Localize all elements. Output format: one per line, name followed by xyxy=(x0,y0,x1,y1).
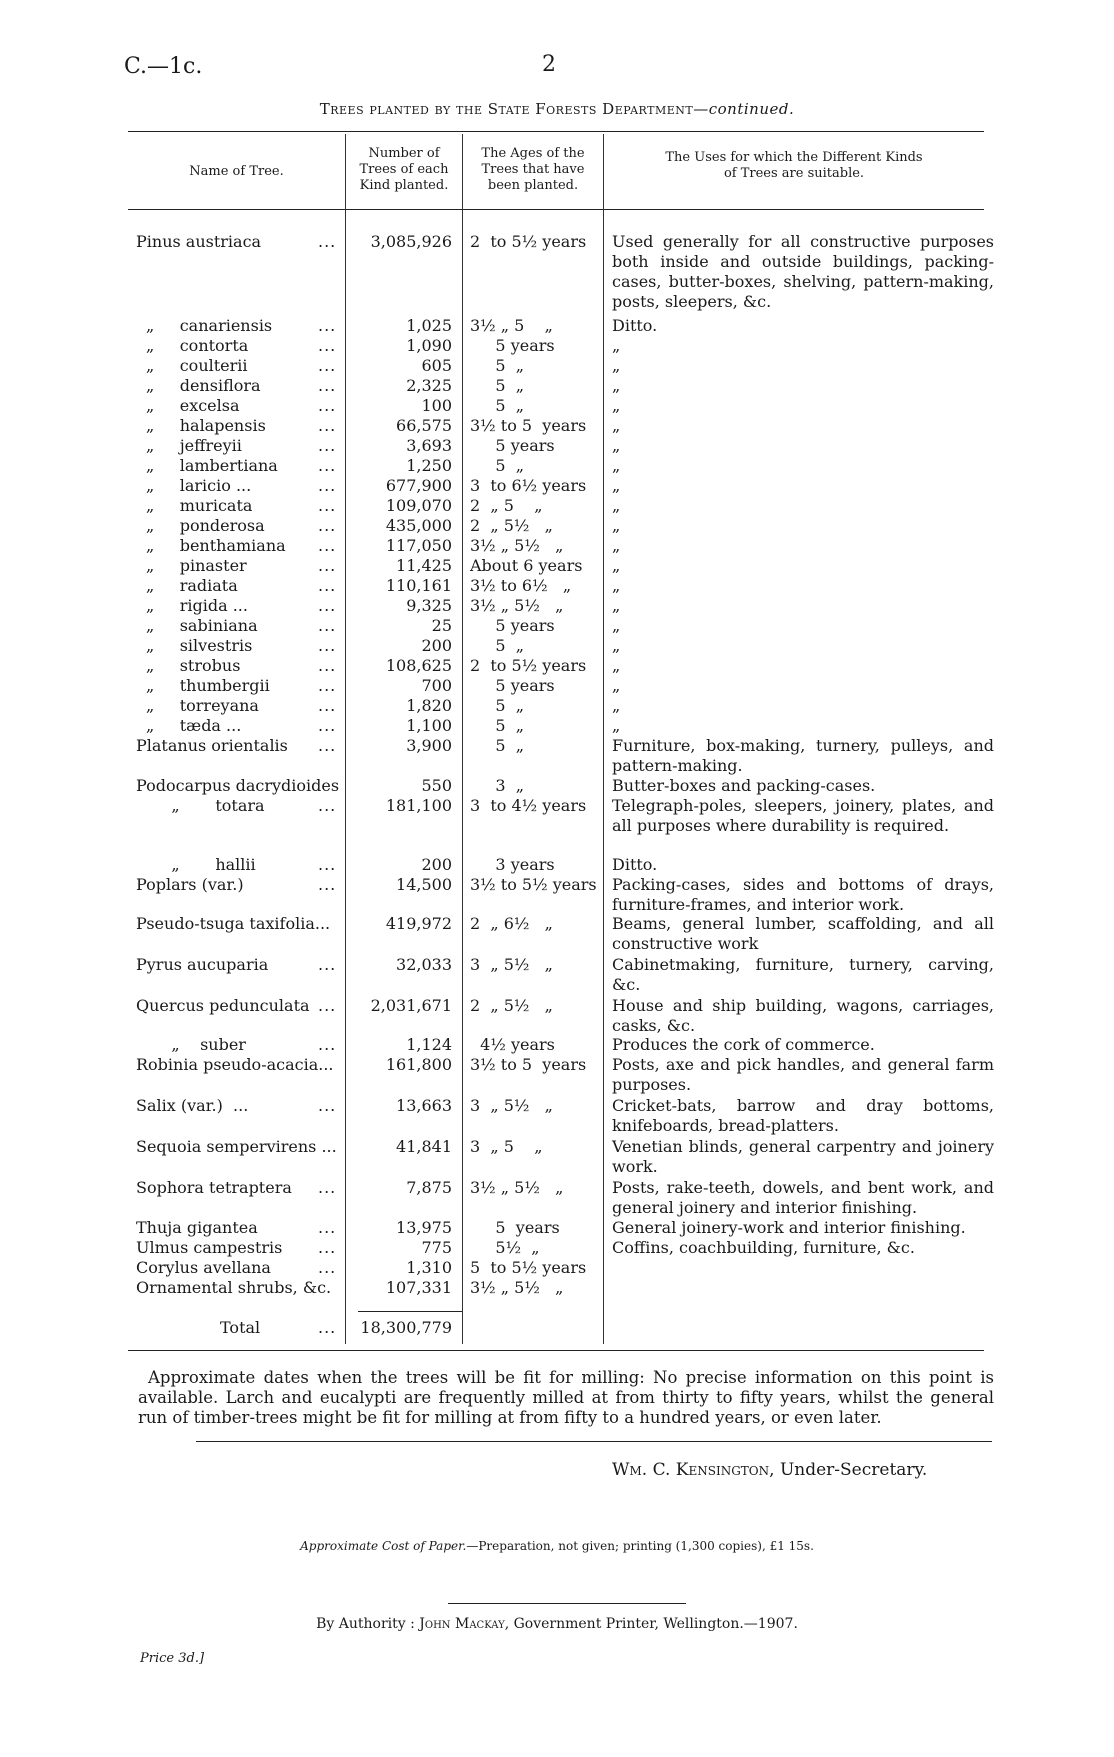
tree-use: „ xyxy=(612,456,621,475)
tree-age: 3½ to 6½ „ xyxy=(470,576,572,595)
tree-name: „ benthamiana xyxy=(146,536,286,555)
tree-name: Pseudo-tsuga taxifolia... xyxy=(136,914,331,933)
tree-age: 4½ years xyxy=(470,1035,555,1054)
tree-age: 5 years xyxy=(470,676,555,695)
tree-count: 1,820 xyxy=(406,696,452,715)
tree-count: 1,025 xyxy=(406,316,452,335)
tree-name: „ coulterii xyxy=(146,356,248,375)
tree-use: „ xyxy=(612,716,621,735)
tree-age: 3½ to 5 years xyxy=(470,416,587,435)
tree-count: 117,050 xyxy=(385,536,452,555)
tree-count: 13,975 xyxy=(396,1218,452,1237)
tree-name: „ thumbergii xyxy=(146,676,270,695)
note-bottom-rule xyxy=(196,1441,992,1442)
column-header-uses xyxy=(604,150,984,182)
column-header-ages-line2: Trees that have xyxy=(481,162,585,177)
printer-authority xyxy=(0,1616,1114,1632)
tree-count: 13,663 xyxy=(396,1096,452,1115)
tree-use: „ xyxy=(612,696,621,715)
tree-use: Cricket-bats, barrow and dray bottoms, knifeboards, bread-platters. xyxy=(612,1096,994,1135)
tree-count: 435,000 xyxy=(385,516,452,535)
tree-use: „ xyxy=(612,336,621,355)
tree-count: 66,575 xyxy=(396,416,452,435)
total-dots: ... xyxy=(318,1318,337,1337)
leader-dots: ... xyxy=(318,376,337,395)
leader-dots: ... xyxy=(318,1218,337,1237)
tree-age: 5 „ xyxy=(470,716,525,735)
tree-use: „ xyxy=(612,436,621,455)
tree-name: „ radiata xyxy=(146,576,238,595)
tree-age: 5 years xyxy=(470,436,555,455)
tree-age: 5 „ xyxy=(470,696,525,715)
table-header-rule xyxy=(128,209,984,210)
column-header-ages-line1: The Ages of the xyxy=(481,146,585,161)
leader-dots: ... xyxy=(318,232,337,251)
tree-use: „ xyxy=(612,516,621,535)
tree-use: „ xyxy=(612,636,621,655)
tree-name: „ suber xyxy=(146,1035,246,1054)
tree-use: „ xyxy=(612,416,621,435)
tree-count: 108,625 xyxy=(385,656,452,675)
tree-count: 2,031,671 xyxy=(370,996,452,1015)
column-header-uses-line2: of Trees are suitable. xyxy=(723,166,865,181)
tree-use: „ xyxy=(612,376,621,395)
tree-count: 11,425 xyxy=(396,556,452,575)
tree-age: 5 years xyxy=(470,1218,560,1237)
tree-count: 1,090 xyxy=(406,336,452,355)
column-header-name-text: Name of Tree. xyxy=(189,164,284,179)
tree-name: „ canariensis xyxy=(146,316,273,335)
tree-use: „ xyxy=(612,576,621,595)
column-header-number-line3: Kind planted. xyxy=(359,178,449,193)
tree-use: Posts, axe and pick handles, and general farm purposes. xyxy=(612,1055,994,1094)
column-header-ages-line3: been planted. xyxy=(487,178,579,193)
tree-name: „ sabiniana xyxy=(146,616,258,635)
tree-count: 605 xyxy=(421,356,452,375)
tree-age: 5 „ xyxy=(470,736,525,755)
tree-age: 5 „ xyxy=(470,636,525,655)
leader-dots: ... xyxy=(318,696,337,715)
tree-count: 700 xyxy=(421,676,452,695)
leader-dots: ... xyxy=(318,416,337,435)
tree-age: 3½ to 5½ years xyxy=(470,875,597,894)
leader-dots: ... xyxy=(318,1258,337,1277)
tree-count: 25 xyxy=(431,616,452,635)
tree-age: 2 „ 6½ „ xyxy=(470,914,553,933)
tree-count: 9,325 xyxy=(406,596,452,615)
price: Price 3d.] xyxy=(140,1651,205,1666)
tree-name: „ lambertiana xyxy=(146,456,278,475)
tree-name: „ ponderosa xyxy=(146,516,265,535)
cost-text: —Preparation, not given; printing (1,300 copies), £1 15s. xyxy=(466,1539,814,1553)
table-title-continued: —continued. xyxy=(693,100,795,118)
tree-count: 7,875 xyxy=(406,1178,452,1197)
leader-dots: ... xyxy=(318,316,337,335)
leader-dots: ... xyxy=(318,855,337,874)
leader-dots: ... xyxy=(318,336,337,355)
tree-name: Sequoia sempervirens ... xyxy=(136,1137,337,1156)
leader-dots: ... xyxy=(318,656,337,675)
leader-dots: ... xyxy=(318,616,337,635)
cost-label: Approximate Cost of Paper. xyxy=(300,1539,467,1553)
tree-age: 5 „ xyxy=(470,456,525,475)
tree-age: 2 to 5½ years xyxy=(470,656,587,675)
tree-use: „ xyxy=(612,356,621,375)
tree-name: „ halapensis xyxy=(146,416,266,435)
column-header-number xyxy=(346,146,462,194)
tree-age: 2 „ 5½ „ xyxy=(470,516,553,535)
tree-age: 3½ to 5 years xyxy=(470,1055,587,1074)
tree-count: 677,900 xyxy=(385,476,452,495)
tree-name: „ densiflora xyxy=(146,376,261,395)
tree-use: „ xyxy=(612,656,621,675)
tree-use: Butter-boxes and packing-cases. xyxy=(612,776,876,795)
leader-dots: ... xyxy=(318,476,337,495)
leader-dots: ... xyxy=(318,1035,337,1054)
tree-age: 2 to 5½ years xyxy=(470,232,587,251)
signature xyxy=(612,1460,927,1480)
tree-count: 1,310 xyxy=(406,1258,452,1277)
tree-use: Furniture, box-making, turnery, pulleys, and pattern-making. xyxy=(612,736,994,775)
tree-count: 161,800 xyxy=(385,1055,452,1074)
tree-name: Sophora tetraptera xyxy=(136,1178,292,1197)
tree-name: Pinus austriaca xyxy=(136,232,262,251)
tree-age: 3½ „ 5½ „ xyxy=(470,596,564,615)
tree-use: „ xyxy=(612,676,621,695)
column-divider-1 xyxy=(345,134,346,1344)
tree-use: Coffins, coachbuilding, furniture, &c. xyxy=(612,1238,915,1257)
tree-count: 14,500 xyxy=(396,875,452,894)
tree-age: 3½ „ 5½ „ xyxy=(470,1178,564,1197)
authority-prefix: By Authority : xyxy=(316,1616,420,1632)
tree-age: 3 to 6½ years xyxy=(470,476,587,495)
tree-count: 110,161 xyxy=(385,576,452,595)
cost-of-paper xyxy=(0,1539,1114,1553)
tree-count: 100 xyxy=(421,396,452,415)
tree-age: 5 „ xyxy=(470,376,525,395)
tree-name: Robinia pseudo-acacia... xyxy=(136,1055,334,1074)
tree-age: 3½ „ 5 „ xyxy=(470,316,553,335)
tree-use: Used generally for all constructive purposes both inside and outside buildings, packing-cases, butter-boxes, shelving, pattern-making, posts, sleepers, &c. xyxy=(612,232,994,311)
tree-name: „ hallii xyxy=(146,855,256,874)
tree-name: „ totara xyxy=(146,796,265,815)
tree-name: „ silvestris xyxy=(146,636,253,655)
tree-count: 32,033 xyxy=(396,955,452,974)
total-top-rule xyxy=(358,1311,462,1312)
signature-title: , Under-Secretary. xyxy=(769,1460,928,1480)
tree-count: 1,250 xyxy=(406,456,452,475)
tree-name: Salix (var.) ... xyxy=(136,1096,249,1115)
tree-name: Pyrus aucuparia xyxy=(136,955,269,974)
tree-use: „ xyxy=(612,556,621,575)
column-header-ages xyxy=(463,146,603,194)
tree-age: 5 years xyxy=(470,336,555,355)
tree-count: 200 xyxy=(421,636,452,655)
tree-count: 419,972 xyxy=(385,914,452,933)
tree-use: „ xyxy=(612,596,621,615)
leader-dots: ... xyxy=(318,676,337,695)
tree-use: Ditto. xyxy=(612,855,658,874)
document-reference: C.—1c. xyxy=(124,54,203,79)
leader-dots: ... xyxy=(318,536,337,555)
leader-dots: ... xyxy=(318,1178,337,1197)
leader-dots: ... xyxy=(318,576,337,595)
leader-dots: ... xyxy=(318,796,337,815)
tree-use: Posts, rake-teeth, dowels, and bent work, and general joinery and interior finishing. xyxy=(612,1178,994,1217)
tree-count: 1,100 xyxy=(406,716,452,735)
leader-dots: ... xyxy=(318,356,337,375)
total-count: 18,300,779 xyxy=(360,1318,452,1337)
tree-use: Ditto. xyxy=(612,316,658,335)
tree-count: 41,841 xyxy=(396,1137,452,1156)
tree-name: „ torreyana xyxy=(146,696,259,715)
tree-age: 3 „ 5½ „ xyxy=(470,955,553,974)
tree-count: 3,900 xyxy=(406,736,452,755)
tree-name: „ rigida ... xyxy=(146,596,248,615)
leader-dots: ... xyxy=(318,716,337,735)
tree-use: Packing-cases, sides and bottoms of drays, furniture-frames, and interior work. xyxy=(612,875,994,914)
signature-name: Wm. C. Kensington xyxy=(612,1460,770,1480)
tree-age: 3 years xyxy=(470,855,555,874)
tree-age: 5 to 5½ years xyxy=(470,1258,587,1277)
milling-note: Approximate dates when the trees will be fit for milling: No precise information on this point is available. Larch and eucalypti are frequently milled at from thirty to fifty years, whilst the general run of timber-trees might be fit for milling at from fifty to a hundred years, or even later. xyxy=(138,1368,994,1427)
tree-name: „ muricata xyxy=(146,496,253,515)
column-header-uses-line1: The Uses for which the Different Kinds xyxy=(665,150,923,165)
leader-dots: ... xyxy=(318,496,337,515)
tree-name: Corylus avellana xyxy=(136,1258,271,1277)
leader-dots: ... xyxy=(318,436,337,455)
tree-use: „ xyxy=(612,396,621,415)
tree-name: „ strobus xyxy=(146,656,241,675)
tree-age: 2 „ 5 „ xyxy=(470,496,543,515)
leader-dots: ... xyxy=(318,1238,337,1257)
tree-use: Cabinetmaking, furniture, turnery, carving, &c. xyxy=(612,955,994,994)
tree-use: Venetian blinds, general carpentry and joinery work. xyxy=(612,1137,994,1176)
footer-rule xyxy=(448,1603,686,1604)
tree-use: „ xyxy=(612,476,621,495)
column-header-number-line1: Number of xyxy=(368,146,440,161)
tree-age: 3½ „ 5½ „ xyxy=(470,1278,564,1297)
tree-age: 3 „ 5 „ xyxy=(470,1137,543,1156)
tree-age: 3½ „ 5½ „ xyxy=(470,536,564,555)
tree-use: Produces the cork of commerce. xyxy=(612,1035,875,1054)
tree-use: House and ship building, wagons, carriages, casks, &c. xyxy=(612,996,994,1035)
tree-name: Platanus orientalis xyxy=(136,736,288,755)
tree-name: Ulmus campestris xyxy=(136,1238,283,1257)
tree-name: „ laricio ... xyxy=(146,476,252,495)
tree-name: Poplars (var.) xyxy=(136,875,244,894)
authority-suffix: , Government Printer, Wellington.—1907. xyxy=(504,1616,798,1632)
tree-count: 550 xyxy=(421,776,452,795)
tree-count: 775 xyxy=(421,1238,452,1257)
leader-dots: ... xyxy=(318,736,337,755)
leader-dots: ... xyxy=(318,1096,337,1115)
leader-dots: ... xyxy=(318,875,337,894)
tree-use: Beams, general lumber, scaffolding, and all constructive work xyxy=(612,914,994,953)
column-divider-2 xyxy=(462,134,463,1344)
tree-count: 2,325 xyxy=(406,376,452,395)
tree-name: Podocarpus dacrydioides xyxy=(136,776,340,795)
tree-use: „ xyxy=(612,616,621,635)
tree-count: 1,124 xyxy=(406,1035,452,1054)
total-label: Total xyxy=(220,1318,261,1337)
tree-use: „ xyxy=(612,536,621,555)
table-title xyxy=(0,100,1114,118)
tree-age: 3 to 4½ years xyxy=(470,796,587,815)
tree-age: 5 „ xyxy=(470,356,525,375)
tree-age: 2 „ 5½ „ xyxy=(470,996,553,1015)
tree-count: 109,070 xyxy=(385,496,452,515)
leader-dots: ... xyxy=(318,596,337,615)
tree-name: „ contorta xyxy=(146,336,249,355)
tree-age: 5½ „ xyxy=(470,1238,540,1257)
leader-dots: ... xyxy=(318,636,337,655)
tree-name: „ pinaster xyxy=(146,556,247,575)
tree-name: Thuja gigantea xyxy=(136,1218,258,1237)
tree-name: „ excelsa xyxy=(146,396,240,415)
tree-name: „ jeffreyii xyxy=(146,436,242,455)
leader-dots: ... xyxy=(318,516,337,535)
tree-name: Quercus pedunculata xyxy=(136,996,310,1015)
table-top-rule xyxy=(128,131,984,132)
column-header-name xyxy=(128,164,345,180)
tree-use: General joinery-work and interior finishing. xyxy=(612,1218,966,1237)
tree-age: 5 „ xyxy=(470,396,525,415)
printer-name: John Mackay xyxy=(419,1616,505,1632)
leader-dots: ... xyxy=(318,396,337,415)
table-title-main: Trees planted by the State Forests Department xyxy=(319,100,694,118)
leader-dots: ... xyxy=(318,996,337,1015)
tree-count: 200 xyxy=(421,855,452,874)
leader-dots: ... xyxy=(318,456,337,475)
leader-dots: ... xyxy=(318,556,337,575)
tree-age: About 6 years xyxy=(470,556,583,575)
tree-use: Telegraph-poles, sleepers, joinery, plates, and all purposes where durability is required. xyxy=(612,796,994,835)
tree-age: 3 „ xyxy=(470,776,525,795)
tree-count: 181,100 xyxy=(385,796,452,815)
tree-count: 3,085,926 xyxy=(370,232,452,251)
tree-count: 107,331 xyxy=(385,1278,452,1297)
leader-dots: ... xyxy=(318,955,337,974)
table-bottom-rule xyxy=(128,1350,984,1351)
tree-name: Ornamental shrubs, &c. xyxy=(136,1278,332,1297)
tree-age: 5 years xyxy=(470,616,555,635)
column-header-number-line2: Trees of each xyxy=(359,162,449,177)
tree-age: 3 „ 5½ „ xyxy=(470,1096,553,1115)
tree-use: „ xyxy=(612,496,621,515)
tree-name: „ tæda ... xyxy=(146,716,242,735)
page-number: 2 xyxy=(542,52,556,77)
tree-count: 3,693 xyxy=(406,436,452,455)
